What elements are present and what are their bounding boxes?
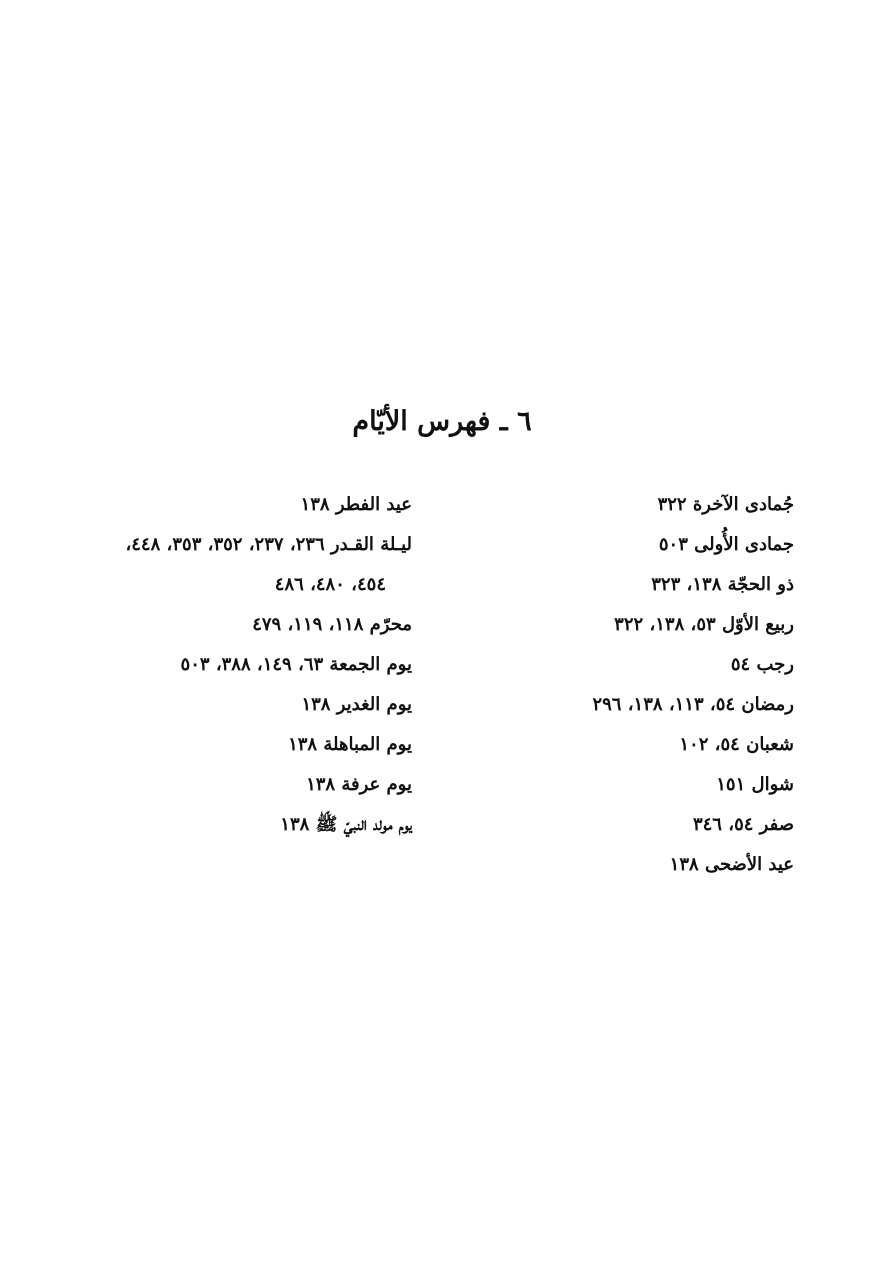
index-entry: يوم مولد النبيّ ﷺ ١٣٨ <box>280 814 412 835</box>
index-entry: رجب ٥٤ <box>730 654 794 675</box>
index-entry: شوال ١٥١ <box>716 774 794 795</box>
index-entry: عيد الأضحى ١٣٨ <box>669 854 794 875</box>
index-entry: يوم الغدير ١٣٨ <box>301 694 412 715</box>
index-entry: ذو الحجّة ١٣٨، ٣٢٣ <box>651 574 794 595</box>
index-entry: عيد الفطر ١٣٨ <box>300 494 412 515</box>
index-entry: رمضان ٥٤، ١١٣، ١٣٨، ٢٩٦ <box>592 694 794 715</box>
index-column-left <box>72 485 412 845</box>
index-column-right <box>474 485 794 885</box>
index-entry: ليـلة القـدر ٢٣٦، ٢٣٧، ٣٥٢، ٣٥٣، ٤٤٨، <box>125 534 412 555</box>
index-entry-continuation: ٤٥٤، ٤٨٠، ٤٨٦ <box>274 574 386 595</box>
index-entry: محرّم ١١٨، ١١٩، ٤٧٩ <box>252 614 412 635</box>
index-entry: جُمادى الآخرة ٣٢٢ <box>657 494 794 515</box>
index-entry: شعبان ٥٤، ١٠٢ <box>679 734 794 755</box>
index-entry: يوم عرفة ١٣٨ <box>306 774 412 795</box>
page-title: ٦ ـ فهرس الأيّام <box>352 406 532 437</box>
index-entry: ربيع الأوّل ٥٣، ١٣٨، ٣٢٢ <box>614 614 794 635</box>
index-entry: صفر ٥٤، ٣٤٦ <box>692 814 794 835</box>
index-entry: يوم الجمعة ٦٣، ١٤٩، ٣٨٨، ٥٠٣ <box>180 654 412 675</box>
index-entry: جمادى الأُولى ٥٠٣ <box>658 534 794 555</box>
index-entry: يوم المباهلة ١٣٨ <box>288 734 412 755</box>
